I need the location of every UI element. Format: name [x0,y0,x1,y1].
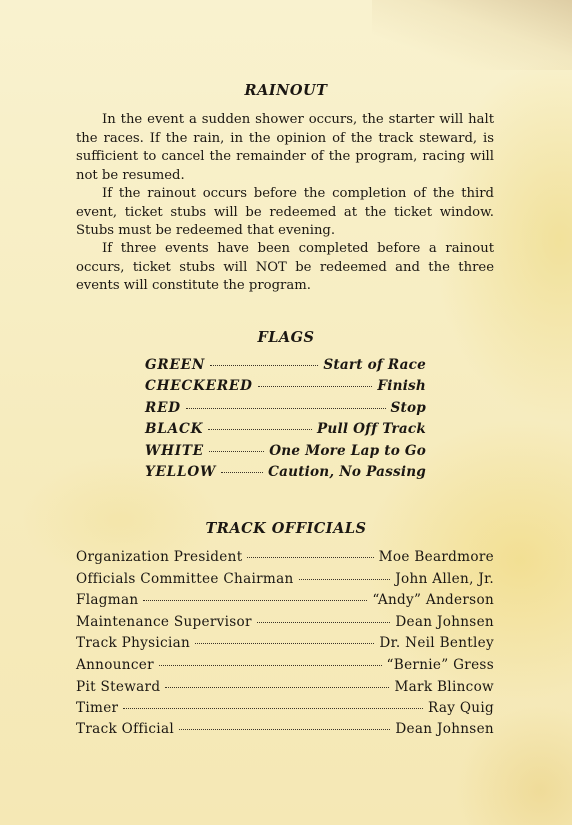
official-name: Mark Blincow [394,679,494,695]
flag-name: GREEN [145,357,206,373]
dotted-leader [299,579,391,580]
dotted-leader [123,708,423,709]
official-row [76,679,494,699]
dotted-leader [186,408,386,409]
official-name: Dean Johnsen [395,614,494,630]
rainout-paragraph-3: If three events have been completed before a rainout occurs, ticket stubs will NOT be redeemed and the three events will constitute the program. [76,241,494,293]
dotted-leader [208,429,312,430]
dotted-leader [258,386,373,387]
flag-row-green [145,357,426,377]
track-officials-heading: TRACK OFFICIALS [205,520,367,537]
official-title: Maintenance Supervisor [76,614,252,630]
rainout-paragraph-2: If the rainout occurs before the completion of the third event, ticket stubs will be redeemed at the ticket window. Stubs must be redeemed that evening. [76,186,494,238]
corner-stain [372,0,572,70]
official-row [76,571,494,591]
flag-name: BLACK [145,421,204,437]
flag-name: YELLOW [145,464,217,480]
official-title: Track Physician [76,635,191,651]
flag-name: RED [145,400,181,416]
dotted-leader [195,643,374,644]
official-row [76,657,494,677]
rainout-heading: RAINOUT [244,82,328,99]
dotted-leader [247,557,373,558]
dotted-leader [179,729,390,730]
dotted-leader [165,687,389,688]
flag-name: WHITE [145,443,204,459]
official-name: Moe Beardmore [378,549,494,565]
official-name: Ray Quig [427,700,494,716]
official-name: John Allen, Jr. [395,571,494,587]
flag-name: CHECKERED [145,378,253,394]
official-row [76,700,494,720]
dotted-leader [143,600,367,601]
official-row [76,549,494,569]
official-title: Announcer [76,657,154,673]
official-title: Flagman [76,592,139,608]
flag-row-black [145,421,426,441]
official-name: Dean Johnsen [395,721,494,737]
flag-meaning: Pull Off Track [316,421,426,437]
flag-meaning: One More Lap to Go [269,443,426,459]
official-title: Timer [76,700,119,716]
official-row [76,592,494,612]
official-title: Officials Committee Chairman [76,571,294,587]
flag-meaning: Start of Race [323,357,426,373]
flag-meaning: Stop [390,400,426,416]
flag-row-red [145,400,426,420]
rainout-paragraph-1: In the event a sudden shower occurs, the starter will halt the races. If the rain, in the opinion of the track steward, is sufficient to cancel the remainder of the program, racing will not be resumed. [76,112,494,183]
official-title: Track Official [76,721,175,737]
official-name: Dr. Neil Bentley [379,635,494,651]
flag-row-white [145,443,426,463]
flag-meaning: Finish [377,378,426,394]
dotted-leader [257,622,391,623]
dotted-leader [159,665,382,666]
flags-heading: FLAGS [257,329,315,346]
flag-row-yellow [145,464,426,484]
official-title: Organization President [76,549,243,565]
dotted-leader [221,472,263,473]
dotted-leader [210,365,318,366]
flag-row-checkered [145,378,426,398]
flag-meaning: Caution, No Passing [268,464,426,480]
official-name: “Bernie” Gress [386,657,494,673]
official-name: “Andy” Anderson [372,592,494,608]
official-row [76,614,494,634]
official-row [76,721,494,741]
official-title: Pit Steward [76,679,161,695]
official-row [76,635,494,655]
dotted-leader [209,451,264,452]
